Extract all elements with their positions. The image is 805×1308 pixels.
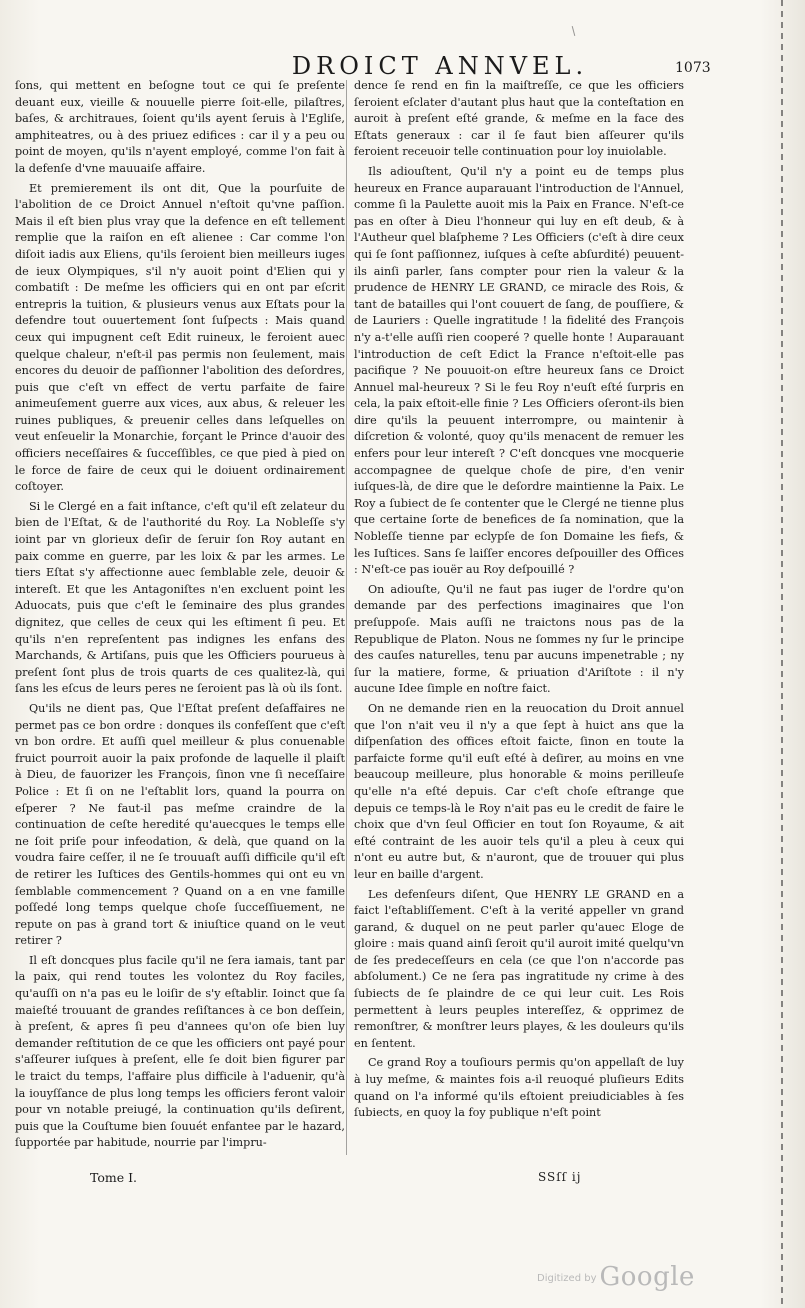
ink-mark — [572, 26, 576, 36]
paragraph: Ils adiouſtent, Qu'il n'y a point eu de temps plus heureux en France auparauant l'introduction de l'Annuel, comme ſi la Paulette auoit mis la Paix en France. N'eſt-ce pas en oſter à Dieu l'honneur qui luy en eſt deub, & à l'Autheur quel blaſpheme ? Les Officiers (c'eſt à dire ceux qui ſe ſont paſſionnez, iuſques à ceſte abſurdité) peuuent-ils ainſi parler, ſans compter pour rien la valeur & la prudence de HENRY LE GRAND, ce miracle des Rois, & tant de batailles qui l'ont couuert de ſang, de pouſſiere, & de Lauriers : Quelle ingratitude ! la fidelité des François n'y a-t'elle auſſi rien cooperé ? quelle honte ! Auparauant l'introduction de ceſt Edict la France n'eſtoit-elle pas pacifique ? Ne pouuoit-on eſtre heureux ſans ce Droict Annuel mal-heureux ? Si le feu Roy n'euſt eſté ſurpris en cela, la paix eſtoit-elle finie ? Les Officiers oſeront-ils bien dire qu'ils la peuuent interrompre, ou maintenir à diſcretion & volonté, quoy qu'ils menacent de remuer les enfers pour leur intereſt ? C'eſt doncques vne mocquerie accompagnee de quelque choſe de pire, d'en venir iuſques-là, de dire que le deſordre maintienne la Paix. Le Roy a ſubiect de ſe contenter que le Clergé ne tienne plus que certaine ſorte de benefices de ſa nomination, que la Nobleſſe tienne par eclypſe de ſon Domaine les fiefs, & les Iuſtices. Sans ſe laiſſer encores deſpouiller des Offices : N'eſt-ce pas iouër au Roy deſpouillé ? — [354, 164, 684, 577]
watermark-prefix: Digitized by — [537, 1273, 597, 1284]
paragraph: Si le Clergé en a fait inſtance, c'eſt qu'il eſt zelateur du bien de l'Eſtat, & de l'authorité du Roy. La Nobleſſe s'y ioint par vn glorieux deſir de ſeruir ſon Roy autant en paix comme en guerre, par les loix & par les armes. Le tiers Eſtat s'y affectionne auec ſemblable zele, deuoir & intereſt. Et que les Antagoniſtes n'en excluent point les Aduocats, puis que c'eſt le ſeminaire des plus grandes dignitez, que celles de ceux qui les eſtiment ſi peu. Et qu'ils n'en repreſentent pas indignes les enfans des Marchands, & Artiſans, puis que les Officiers pourueus à preſent ſont plus de trois quarts de ces qualitez-là, qui ſans les eſcus de leurs peres ne ſeroient pas là où ils ſont. — [15, 499, 345, 696]
paragraph: On ne demande rien en la reuocation du Droit annuel que l'on n'ait veu il n'y a que ſept à huict ans que la diſpenſation des offices eſtoit faicte, ſinon en toute la parfaicte forme qu'il euſt eſté à deſirer, au moins en vne beaucoup meilleure, plus honorable & moins perilleuſe qu'elle n'a eſté depuis. Car c'eſt choſe eſtrange que depuis ce temps-là le Roy n'ait pas eu le credit de faire le choix que d'vn ſeul Officier en tout ſon Royaume, & ait eſté contraint de les auoir tels qu'il a pleu à ceux qui n'ont eu autre but, & n'auront, que de trouuer qui plus leur en baille d'argent. — [354, 701, 684, 881]
google-logo: Google — [599, 1262, 695, 1292]
left-column — [15, 78, 345, 1155]
signature-mark: SSſſ ij — [538, 1170, 582, 1184]
running-head: DROICT ANNVEL. — [291, 52, 589, 80]
paragraph: Les defenſeurs diſent, Que HENRY LE GRAND en a faict l'eſtabliſſement. C'eſt à la verité appeller vn grand garand, & duquel on ne peut parler qu'auec Eloge de gloire : mais quand ainſi ſeroit qu'il auroit imité quelqu'vn de ſes predeceſſeurs en cela (ce que l'on n'accorde pas abſolument.) Ce ne ſera pas ingratitude ny crime à des ſubiects de ſe plaindre de ce qui leur cuit. Les Rois permettent à leurs peuples intereſſez, & opprimez de remonſtrer, & monſtrer leurs playes, & les douleurs qu'ils en ſentent. — [354, 887, 684, 1050]
page-number: 1073 — [675, 60, 711, 76]
paragraph: dence ſe rend en fin la maiſtreſſe, ce que les officiers ſeroient eſclater d'autant plus haut que la conteſtation en auroit à preſent eſté grande, & meſme en la face des Eſtats generaux : car il ſe faut bien aſſeurer qu'ils feroient receuoir telle continuation pour loy inuiolable. — [354, 79, 684, 159]
paragraph: Il eſt doncques plus facile qu'il ne ſera iamais, tant par la paix, qui rend toutes les volontez du Roy faciles, qu'auſſi on n'a pas eu le loiſir de s'y eſtablir. Ioinct que ſa maieſté trouuant de grandes reſiſtances à ce bon deſſein, à preſent, & apres ſi peu d'annees qu'on oſe bien luy demander reſtitution de ce que les officiers ont payé pour s'aſſeurer iuſques à preſent, elle ſe doit bien figurer par le traict du temps, l'affaire plus difficile à l'aduenir, qu'à la iouyſſance de plus long temps les officiers feront valoir pour vn notable preiugé, la continuation qu'ils deſirent, puis que la Couſtume bien ſouuét enfantee par le hazard, ſupportée par habitude, nourrie par l'impru- — [15, 953, 345, 1150]
paragraph: Ce grand Roy a touſiours permis qu'on appellaſt de luy à luy meſme, & maintes fois a-il reuoqué pluſieurs Edits quand on l'a informé qu'ils eſtoient preiudiciables à ſes ſubiects, en quoy la foy publique n'eſt point — [354, 1056, 684, 1120]
column-divider — [346, 80, 347, 1155]
paragraph: Qu'ils ne dient pas, Que l'Eſtat preſent deſaffaires ne permet pas ce bon ordre : donques ils confeſſent que c'eſt vn bon ordre. Et auſſi quel meilleur & plus conuenable fruict pourroit auoir la paix profonde de laquelle il plaiſt à Dieu, de fauorizer les François, ſinon vne ſi neceſſaire Police : Et ſi on ne l'eſtablit lors, quand la pourra on eſperer ? Ne faut-il pas meſme craindre de la continuation de ceſte heredité qu'auecques le temps elle ne ſoit priſe pour infeodation, & delà, que quand on la voudra faire ceſſer, il ne ſe trouuaſt auſſi difficile qu'il eſt de retirer les Iuſtices des Gentils-hommes qui ont eu vn ſemblable commencement ? Quand on a en vne famille poſſedé long temps quelque choſe ſucceſſiuement, ne repute on pas à grand tort & iniuſtice quand on le veut retirer ? — [15, 701, 345, 948]
volume-label: Tome I. — [90, 1170, 138, 1185]
paragraph: Et premierement ils ont dit, Que la pourſuite de l'abolition de ce Droict Annuel n'eſtoit qu'vne paſſion. Mais il eſt bien plus vray que la defence en eſt tellement remplie que la raiſon en eſt alienee : Car comme l'on diſoit iadis aux Eliens, qu'ils ſeroient bien meilleurs iuges de ieux Olympiques, s'il n'y auoit point d'Elien qui y combatiſt : De meſme les officiers qui en ont par eſcrit entrepris la tuition, & plusieurs venus aux Eſtats pour la defendre tout ouuertement ſont ſuſpects : Mais quand ceux qui impugnent ceſt Edit ruineux, le feroient auec quelque chaleur, n'eſt-il pas permis non ſeulement, mais encores du deuoir de paſſionner l'abolition des deſordres, puis que c'eſt vn effect de vertu parfaite de faire animeuſement guerre aux vices, aux abus, & releuer les ruines publiques, & preuenir celles dans leſquelles on veut enſeuelir la Monarchie, forçant le Prince d'auoir des officiers neceſſaires & ſucceſſibles, ce que pied à pied on le force de faire de ceux qui le doiuent ordinairement coſtoyer. — [15, 181, 345, 494]
paragraph: On adiouſte, Qu'il ne faut pas iuger de l'ordre qu'on demande par des perfections imaginaires que l'on preſuppoſe. Mais auſſi ne traictons nous pas de la Republique de Platon. Nous ne ſommes ny ſur le principe des cauſes naturelles, tenu par aucuns impenetrable ; ny ſur la matiere, forme, & priuation d'Ariſtote : il n'y aucune Idee ſimple en noſtre faict. — [354, 582, 684, 696]
right-column — [354, 78, 684, 1125]
paragraph: ſons, qui mettent en beſogne tout ce qui ſe preſente deuant eux, vieille & nouuelle pierre ſoit-elle, pilaſtres, baſes, & architraues, ſoient qu'ils ayent ſeruis à l'Egliſe, amphiteatres, ou à des priuez edifices : car il y a peu ou point de moyen, qu'ils n'ayent employé, comme l'on fait à la defenſe d'vne mauuaiſe affaire. — [15, 79, 345, 175]
page-edge — [781, 0, 783, 1308]
digitized-by-watermark — [537, 1262, 727, 1296]
